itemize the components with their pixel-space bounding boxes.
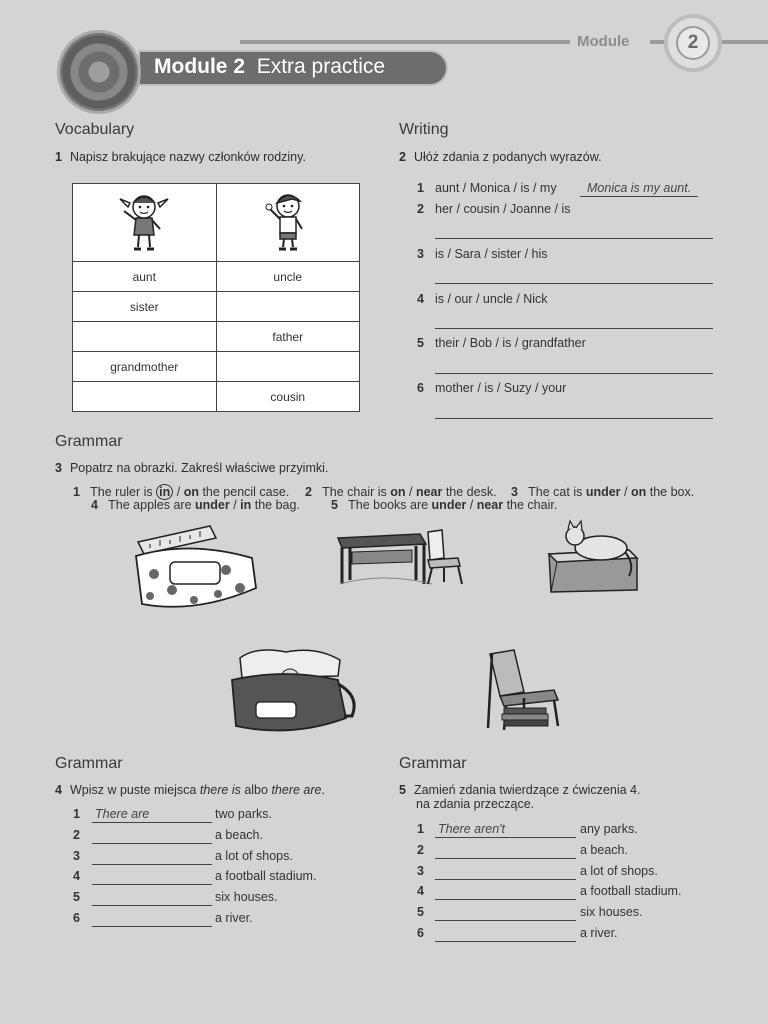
sentence-text: the desk. bbox=[442, 485, 497, 499]
answer-line[interactable] bbox=[435, 328, 713, 329]
sentence-text: the box. bbox=[646, 485, 695, 499]
table-cell-blank[interactable] bbox=[216, 352, 360, 382]
answer-line[interactable] bbox=[92, 822, 212, 823]
item-number: 5 bbox=[73, 890, 80, 905]
answer-line[interactable] bbox=[435, 283, 713, 284]
writing-item-5 bbox=[417, 336, 586, 350]
sentence-rest: six houses. bbox=[580, 905, 643, 920]
grammar5-item-5 bbox=[417, 905, 435, 919]
item-number: 6 bbox=[73, 911, 80, 925]
table-row bbox=[73, 262, 360, 292]
answer-line[interactable] bbox=[92, 926, 212, 927]
item-number: 1 bbox=[417, 822, 424, 836]
instruction-text: Popatrz na obrazki. Zakreśl właściwe przyimki. bbox=[69, 461, 329, 475]
choice-separator: / bbox=[173, 485, 184, 499]
instruction-text: Wpisz w puste miejsca bbox=[69, 783, 200, 797]
sentence-text: the chair. bbox=[503, 498, 558, 512]
sentence-text: The chair is bbox=[322, 485, 391, 499]
grammar3-sentence-2 bbox=[305, 485, 497, 499]
table-cell: father bbox=[216, 322, 360, 352]
sentence-text: The cat is bbox=[528, 485, 586, 499]
item-number: 5 bbox=[417, 905, 424, 920]
answer-line[interactable] bbox=[435, 879, 576, 880]
grammar3-sentence-4 bbox=[91, 498, 300, 512]
writing-heading: Writing bbox=[399, 121, 449, 138]
bag-apples-illustration bbox=[226, 644, 358, 738]
grammar4-item-3 bbox=[73, 849, 91, 863]
instruction-italic: there is bbox=[199, 783, 241, 797]
grammar-heading-3: Grammar bbox=[55, 433, 123, 450]
boy-icon bbox=[258, 189, 318, 253]
choice-word-circled[interactable]: in bbox=[156, 484, 173, 500]
answer-line[interactable] bbox=[92, 884, 212, 885]
choice-word[interactable]: on bbox=[183, 485, 199, 499]
choice-word[interactable]: under bbox=[585, 485, 621, 499]
choice-word[interactable]: near bbox=[476, 498, 504, 512]
table-cell: cousin bbox=[216, 382, 360, 412]
exercise-number: 4 bbox=[55, 783, 62, 797]
grammar4-instruction bbox=[55, 783, 325, 797]
grammar5-item-2 bbox=[417, 843, 435, 857]
item-number: 5 bbox=[331, 498, 338, 512]
answer-text: There are bbox=[95, 807, 150, 821]
answer-line[interactable] bbox=[435, 941, 576, 942]
item-number: 2 bbox=[417, 202, 424, 216]
choice-separator: / bbox=[405, 485, 416, 499]
choice-separator: / bbox=[229, 498, 241, 512]
writing-instruction bbox=[399, 150, 602, 164]
boy-picture-cell bbox=[216, 184, 360, 262]
grammar5-item-3 bbox=[417, 864, 435, 878]
title-bold: Module 2 bbox=[154, 55, 246, 78]
table-cell-blank[interactable] bbox=[216, 292, 360, 322]
item-words: aunt / Monica / is / my bbox=[435, 181, 557, 195]
item-words: their / Bob / is / grandfather bbox=[435, 336, 586, 350]
grammar-heading-4: Grammar bbox=[55, 755, 123, 772]
table-cell-blank[interactable] bbox=[73, 382, 217, 412]
answer-line[interactable] bbox=[580, 196, 698, 197]
item-number: 2 bbox=[73, 827, 80, 842]
chair-books-illustration bbox=[484, 648, 566, 732]
item-number: 2 bbox=[305, 485, 312, 499]
answer-line[interactable] bbox=[435, 920, 576, 921]
grammar4-item-5 bbox=[73, 890, 91, 904]
grammar4-item-6 bbox=[73, 911, 91, 925]
item-number: 4 bbox=[417, 884, 424, 899]
grammar5-item-1 bbox=[417, 822, 435, 836]
girl-picture-cell bbox=[73, 184, 217, 262]
desk-chair-illustration bbox=[332, 528, 467, 588]
item-number: 5 bbox=[417, 336, 424, 350]
writing-answer-1: Monica is my aunt. bbox=[587, 181, 692, 195]
sentence-rest: a river. bbox=[215, 911, 253, 925]
answer-line[interactable] bbox=[92, 905, 212, 906]
answer-line[interactable] bbox=[435, 837, 576, 838]
exercise-number: 3 bbox=[55, 461, 62, 475]
sentence-rest: two parks. bbox=[215, 807, 272, 821]
item-words: her / cousin / Joanne / is bbox=[435, 202, 571, 216]
item-number: 1 bbox=[417, 181, 424, 195]
answer-line[interactable] bbox=[435, 373, 713, 374]
sentence-text: The books are bbox=[348, 498, 432, 512]
table-cell: grandmother bbox=[73, 352, 217, 382]
module-number: 2 bbox=[676, 26, 710, 60]
answer-text: There aren't bbox=[438, 822, 506, 836]
instruction-text: Napisz brakujące nazwy członków rodziny. bbox=[69, 150, 306, 164]
sentence-text: The apples are bbox=[108, 498, 196, 512]
item-number: 3 bbox=[417, 863, 424, 878]
item-number: 3 bbox=[511, 485, 518, 499]
answer-line[interactable] bbox=[435, 238, 713, 239]
title-rest: Extra practice bbox=[256, 55, 386, 78]
grammar5-instruction-line2: na zdania przeczące. bbox=[416, 797, 535, 811]
instruction-italic: there are bbox=[271, 783, 322, 797]
answer-line[interactable] bbox=[92, 843, 212, 844]
grammar-heading-5: Grammar bbox=[399, 755, 467, 772]
module-label: Module bbox=[577, 33, 630, 50]
answer-line[interactable] bbox=[92, 864, 212, 865]
choice-word[interactable]: under bbox=[195, 498, 230, 512]
table-cell-blank[interactable] bbox=[73, 322, 217, 352]
family-table bbox=[72, 183, 360, 412]
table-row bbox=[73, 292, 360, 322]
item-number: 4 bbox=[91, 498, 98, 512]
choice-word[interactable]: on bbox=[390, 485, 406, 499]
sentence-text: the pencil case. bbox=[198, 485, 290, 499]
choice-word[interactable]: in bbox=[240, 498, 252, 512]
grammar4-item-2 bbox=[73, 828, 91, 842]
choice-separator: / bbox=[466, 498, 477, 512]
table-cell: uncle bbox=[216, 262, 360, 292]
page-title bbox=[154, 55, 385, 79]
answer-line[interactable] bbox=[435, 418, 713, 419]
item-number: 2 bbox=[417, 842, 424, 857]
choice-word[interactable]: under bbox=[431, 498, 467, 512]
table-row bbox=[73, 352, 360, 382]
answer-line[interactable] bbox=[435, 858, 576, 859]
item-number: 1 bbox=[73, 485, 80, 499]
exercise-number: 1 bbox=[55, 150, 62, 164]
grammar5-item-4 bbox=[417, 884, 435, 898]
item-number: 1 bbox=[73, 807, 80, 821]
instruction-text: Ułóż zdania z podanych wyrazów. bbox=[413, 150, 602, 164]
item-number: 3 bbox=[73, 848, 80, 863]
sentence-rest: a beach. bbox=[215, 827, 263, 842]
header-rule-left bbox=[240, 40, 570, 44]
instruction-text: Zamień zdania twierdzące z ćwiczenia 4. bbox=[413, 783, 641, 797]
grammar4-item-4 bbox=[73, 869, 91, 883]
exercise-number: 2 bbox=[399, 150, 406, 164]
choice-word[interactable]: near bbox=[415, 485, 443, 499]
sentence-rest: a lot of shops. bbox=[215, 848, 293, 863]
item-number: 6 bbox=[417, 926, 424, 940]
sentence-rest: a lot of shops. bbox=[580, 863, 658, 878]
grammar4-item-1 bbox=[73, 807, 91, 821]
grammar5-item-6 bbox=[417, 926, 435, 940]
sentence-rest: a football stadium. bbox=[215, 869, 317, 884]
girl-icon bbox=[114, 189, 174, 253]
choice-word[interactable]: on bbox=[630, 485, 647, 499]
grammar3-sentence-1 bbox=[73, 485, 289, 499]
sentence-text: The ruler is bbox=[90, 485, 157, 499]
writing-item-4 bbox=[417, 292, 548, 306]
table-row bbox=[73, 322, 360, 352]
sentence-rest: a river. bbox=[580, 926, 618, 940]
item-words: mother / is / Suzy / your bbox=[435, 381, 567, 395]
item-number: 4 bbox=[417, 292, 424, 306]
writing-item-3 bbox=[417, 247, 548, 261]
grammar3-sentence-5 bbox=[331, 498, 557, 512]
sentence-text: the bag. bbox=[251, 498, 300, 512]
answer-line[interactable] bbox=[435, 899, 576, 900]
item-words: is / Sara / sister / his bbox=[435, 247, 548, 261]
pencil-case-ruler-illustration bbox=[130, 518, 260, 610]
item-words: is / our / uncle / Nick bbox=[435, 292, 548, 306]
writing-item-2 bbox=[417, 202, 571, 216]
table-cell: aunt bbox=[73, 262, 217, 292]
item-number: 4 bbox=[73, 869, 80, 884]
instruction-text: . bbox=[321, 783, 325, 797]
item-number: 3 bbox=[417, 247, 424, 261]
sentence-rest: a beach. bbox=[580, 842, 628, 857]
grammar3-sentence-3 bbox=[511, 485, 694, 499]
disc-icon bbox=[57, 30, 141, 114]
instruction-text: albo bbox=[240, 783, 272, 797]
sentence-rest: six houses. bbox=[215, 890, 278, 905]
choice-separator: / bbox=[620, 485, 631, 499]
table-cell: sister bbox=[73, 292, 217, 322]
cat-on-box-illustration bbox=[543, 518, 643, 594]
exercise-number: 5 bbox=[399, 783, 406, 797]
grammar5-instruction-line1 bbox=[399, 783, 640, 797]
writing-item-1 bbox=[417, 181, 557, 195]
sentence-rest: any parks. bbox=[580, 822, 638, 836]
item-number: 6 bbox=[417, 381, 424, 395]
table-row bbox=[73, 382, 360, 412]
vocabulary-instruction bbox=[55, 150, 306, 164]
sentence-rest: a football stadium. bbox=[580, 884, 682, 899]
grammar3-instruction bbox=[55, 461, 328, 475]
vocabulary-heading: Vocabulary bbox=[55, 121, 135, 138]
writing-item-6 bbox=[417, 381, 566, 395]
